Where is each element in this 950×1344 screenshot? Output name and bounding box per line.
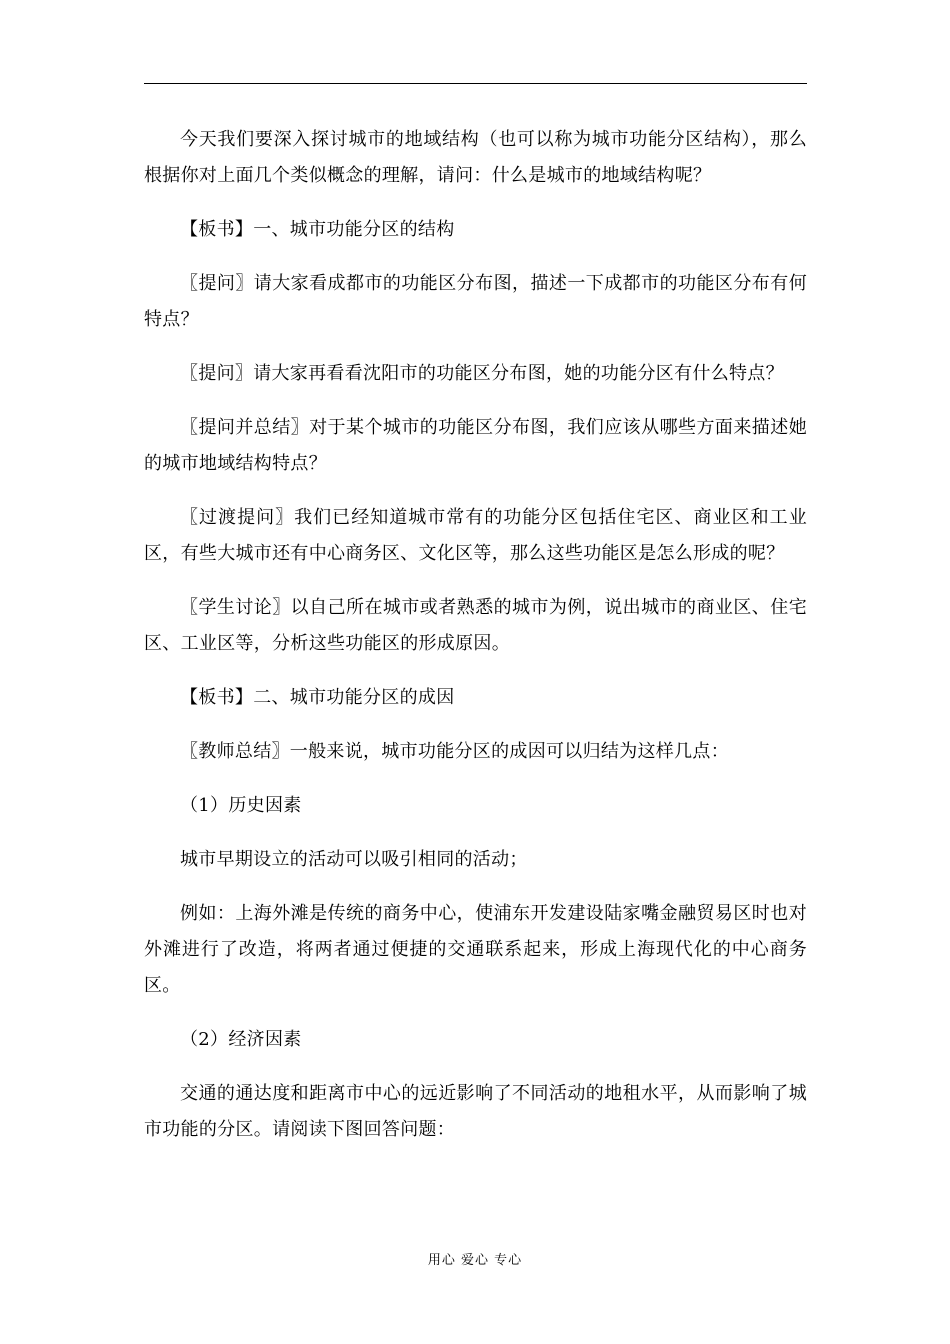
example-shanghai: 例如：上海外滩是传统的商务中心，使浦东开发建设陆家嘴金融贸易区时也对外滩进行了改造，将两者通过便捷的交通联系起来，形成上海现代化的中心商务区。 xyxy=(144,903,807,996)
factor-economy-heading: （2）经济因素 xyxy=(180,1029,302,1050)
teacher-summary: 〖教师总结〗一般来说，城市功能分区的成因可以归结为这样几点： xyxy=(180,741,729,762)
factor-economy-text: 交通的通达度和距离市中心的远近影响了不同活动的地租水平，从而影响了城市功能的分区。请阅读下图回答问题： xyxy=(144,1083,807,1140)
question-summary: 〖提问并总结〗对于某个城市的功能区分布图，我们应该从哪些方面来描述她的城市地域结构特点？ xyxy=(144,417,807,474)
transition-question: 〖过渡提问〗我们已经知道城市常有的功能分区包括住宅区、商业区和工业区，有些大城市还有中心商务区、文化区等，那么这些功能区是怎么形成的呢？ xyxy=(144,507,807,564)
paragraph-intro: 今天我们要深入探讨城市的地域结构（也可以称为城市功能分区结构），那么根据你对上面几个类似概念的理解，请问：什么是城市的地域结构呢？ xyxy=(144,129,807,186)
heading-causes: 【板书】二、城市功能分区的成因 xyxy=(180,687,455,708)
page-footer: 用心 爱心 专心 xyxy=(427,1253,523,1268)
student-discussion: 〖学生讨论〗以自己所在城市或者熟悉的城市为例，说出城市的商业区、住宅区、工业区等，分析这些功能区的形成原因。 xyxy=(144,597,807,654)
question-chengdu: 〖提问〗请大家看成都市的功能区分布图，描述一下成都市的功能区分布有何特点？ xyxy=(144,273,807,330)
document-body xyxy=(144,122,807,1166)
header-rule xyxy=(144,83,807,84)
factor-history-text: 城市早期设立的活动可以吸引相同的活动； xyxy=(180,849,528,870)
factor-history-heading: （1）历史因素 xyxy=(180,795,302,816)
heading-structure: 【板书】一、城市功能分区的结构 xyxy=(180,219,455,240)
question-shenyang: 〖提问〗请大家再看看沈阳市的功能区分布图，她的功能分区有什么特点？ xyxy=(180,363,784,384)
